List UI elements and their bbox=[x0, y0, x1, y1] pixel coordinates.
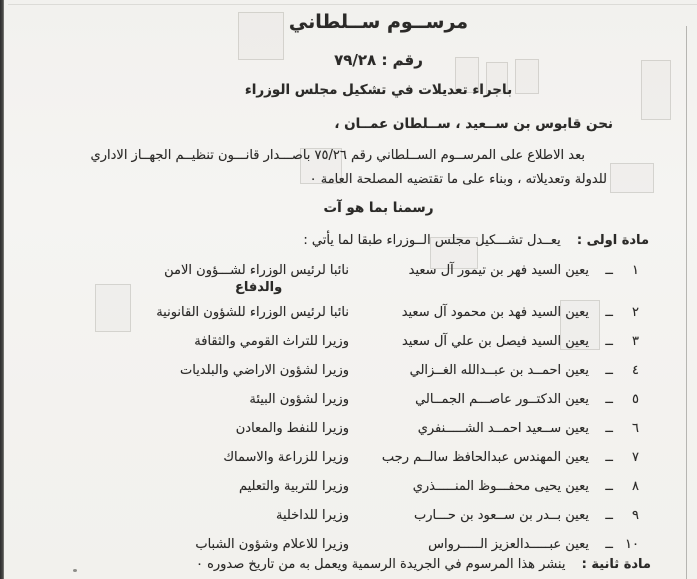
appointment-row bbox=[60, 333, 639, 350]
appointee-name: يعين ســعيد احمــد الشـــــنفري bbox=[417, 421, 589, 436]
list-dash: ــ bbox=[605, 392, 613, 407]
decree-number: رقم : ٧٩/٢٨ bbox=[334, 51, 423, 69]
appointment-row bbox=[60, 420, 639, 437]
appointee-name: يعين عبـــــدالعزيز الـــــرواس bbox=[428, 537, 589, 552]
appointment-title: وزيرا لشؤون البيئة bbox=[249, 392, 349, 407]
list-dash: ــ bbox=[605, 421, 613, 436]
appointee-name: يعين السيد فهد بن محمود آل سعيد bbox=[401, 305, 589, 320]
appointment-number: ٣ bbox=[632, 334, 639, 349]
list-dash: ــ bbox=[605, 334, 613, 349]
article-one-label: مادة اولى : bbox=[576, 233, 649, 248]
bleedthrough-mark bbox=[610, 163, 654, 193]
appointment-title: وزيرا للزراعة والاسماك bbox=[223, 450, 349, 465]
appointments-list bbox=[60, 262, 639, 565]
article-two bbox=[196, 557, 651, 572]
appointment-row bbox=[60, 304, 639, 321]
appointment-number: ٩ bbox=[632, 508, 639, 523]
appointment-number: ٦ bbox=[632, 421, 639, 436]
decree-subject: باجراء تعديلات في تشكيل مجلس الوزراء bbox=[244, 82, 513, 98]
appointment-row bbox=[60, 478, 639, 495]
enactment-clause: رسمنا بما هو آت bbox=[323, 200, 434, 216]
appointment-title: نائبا لرئيس الوزراء للشؤون القانونية bbox=[156, 305, 349, 320]
sultan-name-line: نحن قابوس بن ســعيد ، ســلطان عمــان ، bbox=[334, 116, 613, 132]
appointment-number: ١ bbox=[632, 263, 639, 278]
appointee-name: يعين احمــد بن عبــدالله الغــزالي bbox=[409, 363, 589, 378]
appointment-title: وزيرا للتراث القومي والثقافة bbox=[194, 334, 349, 349]
list-dash: ــ bbox=[605, 363, 613, 378]
appointee-name: يعين المهندس عبدالحافظ سالــم رجب bbox=[381, 450, 589, 465]
list-dash: ــ bbox=[605, 479, 613, 494]
appointee-name: يعين السيد فيصل بن علي آل سعيد bbox=[401, 334, 589, 349]
appointment-number: ١٠ bbox=[625, 537, 639, 552]
ink-speck bbox=[73, 569, 77, 572]
appointee-name: يعين يحيى محفـــوظ المنـــــذري bbox=[412, 479, 589, 494]
appointment-row bbox=[60, 362, 639, 379]
appointment-number: ٤ bbox=[632, 363, 639, 378]
appointment-title: نائبا لرئيس الوزراء لشـــؤون الامن bbox=[164, 263, 349, 278]
appointment-title: وزيرا للنفط والمعادن bbox=[235, 421, 349, 436]
appointment-number: ٧ bbox=[632, 450, 639, 465]
appointment-number: ٨ bbox=[632, 479, 639, 494]
appointment-title-continuation: والدفاع bbox=[235, 280, 283, 295]
appointment-title: وزيرا لشؤون الاراضي والبلديات bbox=[180, 363, 349, 378]
appointment-title: وزيرا للتربية والتعليم bbox=[238, 479, 349, 494]
appointment-number: ٢ bbox=[632, 305, 639, 320]
appointment-row bbox=[60, 507, 639, 524]
right-page-edge bbox=[686, 26, 687, 579]
list-dash: ــ bbox=[605, 263, 613, 278]
article-two-text: ينشر هذا المرسوم في الجريدة الرسمية ويعمل به من تاريخ صدوره ٠ bbox=[195, 557, 566, 572]
top-scan-line bbox=[8, 4, 697, 5]
left-binding-edge bbox=[0, 0, 4, 579]
appointee-name: يعين بــدر بن ســعود بن حـــارب bbox=[414, 508, 589, 523]
appointment-number: ٥ bbox=[632, 392, 639, 407]
decree-title: مرســوم ســلطاني bbox=[288, 11, 469, 33]
preamble-line-1: بعد الاطلاع على المرســوم الســلطاني رقم ٧٥/٢٦ باصـــدار قانـــون تنظيــم الجهــاز الاداري bbox=[90, 148, 585, 163]
appointment-row bbox=[60, 262, 639, 295]
list-dash: ــ bbox=[605, 450, 613, 465]
article-one bbox=[303, 233, 649, 248]
article-one-text: يعــدل تشـــكيل مجلس الــوزراء طبقا لما يأتي : bbox=[303, 233, 561, 248]
list-dash: ــ bbox=[605, 305, 613, 320]
list-dash: ــ bbox=[605, 537, 613, 552]
appointment-title: وزيرا للداخلية bbox=[275, 508, 349, 523]
appointment-row bbox=[60, 536, 639, 553]
appointment-row bbox=[60, 449, 639, 466]
appointment-row bbox=[60, 391, 639, 408]
preamble-line-2: للدولة وتعديلاته ، وبناء على ما تقتضيه المصلحة العامة ٠ bbox=[309, 172, 607, 187]
appointment-title: وزيرا للاعلام وشؤون الشباب bbox=[195, 537, 349, 552]
appointee-name: يعين السيد فهر بن تيمور آل سعيد bbox=[408, 263, 589, 278]
appointee-name: يعين الدكتــور عاصـــم الجمــالي bbox=[415, 392, 589, 407]
article-two-label: مادة ثانية : bbox=[581, 557, 651, 572]
list-dash: ــ bbox=[605, 508, 613, 523]
